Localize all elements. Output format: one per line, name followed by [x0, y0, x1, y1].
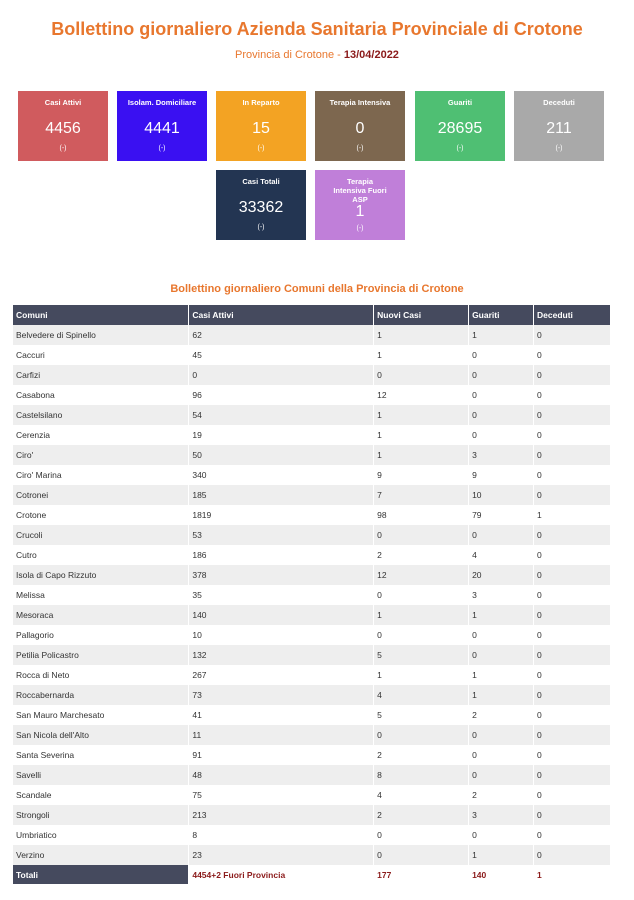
cell-comune: Mesoraca [13, 605, 189, 625]
table-row [13, 705, 611, 725]
table-header-row [13, 305, 611, 325]
card-value: 33362 [238, 199, 284, 216]
cell-casi-attivi: 186 [189, 545, 374, 565]
cell-nuovi-casi: 1 [374, 405, 469, 425]
table-row [13, 485, 611, 505]
column-header-nuovi-casi: Nuovi Casi [374, 305, 469, 325]
cell-deceduti: 0 [534, 705, 611, 725]
cell-nuovi-casi: 12 [374, 565, 469, 585]
cell-comune: Verzino [13, 845, 189, 865]
card-change: (-) [555, 145, 563, 152]
total-casi-attivi: 4454+2 Fuori Provincia [189, 865, 374, 884]
cell-guariti: 0 [469, 725, 534, 745]
table-row [13, 665, 611, 685]
table-body [13, 325, 611, 865]
cell-casi-attivi: 10 [189, 625, 374, 645]
cell-deceduti: 0 [534, 625, 611, 645]
cell-guariti: 1 [469, 845, 534, 865]
cell-deceduti: 1 [534, 505, 611, 525]
table-row [13, 645, 611, 665]
cell-comune: Rocca di Neto [13, 665, 189, 685]
card-change: (-) [356, 225, 364, 232]
cell-nuovi-casi: 2 [374, 805, 469, 825]
cell-guariti: 3 [469, 445, 534, 465]
card-label: Deceduti [543, 98, 575, 107]
cell-casi-attivi: 73 [189, 685, 374, 705]
cell-comune: Pallagorio [13, 625, 189, 645]
table-total-row [13, 865, 611, 884]
cell-comune: Isola di Capo Rizzuto [13, 565, 189, 585]
card-casi-attivi [18, 91, 108, 161]
cell-casi-attivi: 48 [189, 765, 374, 785]
cell-guariti: 1 [469, 605, 534, 625]
cell-comune: Savelli [13, 765, 189, 785]
cell-guariti: 0 [469, 825, 534, 845]
cell-guariti: 3 [469, 585, 534, 605]
card-in-reparto [216, 91, 306, 161]
table-row [13, 805, 611, 825]
cell-comune: Melissa [13, 585, 189, 605]
cell-comune: San Nicola dell'Alto [13, 725, 189, 745]
cell-casi-attivi: 378 [189, 565, 374, 585]
table-row [13, 605, 611, 625]
cell-comune: Crucoli [13, 525, 189, 545]
cell-casi-attivi: 267 [189, 665, 374, 685]
card-casi-totali [216, 170, 306, 240]
card-label: Terapia Intensiva Fuori ASP [333, 177, 387, 204]
cell-deceduti: 0 [534, 785, 611, 805]
cell-deceduti: 0 [534, 365, 611, 385]
cell-deceduti: 0 [534, 345, 611, 365]
page-subtitle [0, 49, 634, 61]
cell-casi-attivi: 62 [189, 325, 374, 345]
cell-guariti: 1 [469, 685, 534, 705]
cell-nuovi-casi: 5 [374, 705, 469, 725]
cell-comune: Cutro [13, 545, 189, 565]
card-label: Casi Totali [242, 177, 280, 186]
cell-nuovi-casi: 1 [374, 325, 469, 345]
card-value: 0 [355, 120, 365, 137]
cell-deceduti: 0 [534, 845, 611, 865]
column-header-casi-attivi: Casi Attivi [189, 305, 374, 325]
card-value: 15 [252, 120, 270, 137]
cell-nuovi-casi: 98 [374, 505, 469, 525]
cell-nuovi-casi: 4 [374, 785, 469, 805]
card-change: (-) [257, 145, 265, 152]
table-row [13, 685, 611, 705]
cell-guariti: 79 [469, 505, 534, 525]
table-row [13, 625, 611, 645]
cell-guariti: 2 [469, 705, 534, 725]
card-value: 4441 [144, 120, 180, 137]
cell-nuovi-casi: 9 [374, 465, 469, 485]
cell-casi-attivi: 50 [189, 445, 374, 465]
card-deceduti [514, 91, 604, 161]
cell-guariti: 0 [469, 345, 534, 365]
cell-casi-attivi: 75 [189, 785, 374, 805]
cell-guariti: 0 [469, 405, 534, 425]
cell-comune: Crotone [13, 505, 189, 525]
cell-casi-attivi: 11 [189, 725, 374, 745]
cell-casi-attivi: 45 [189, 345, 374, 365]
cell-deceduti: 0 [534, 605, 611, 625]
cell-guariti: 1 [469, 665, 534, 685]
cell-guariti: 0 [469, 645, 534, 665]
cell-casi-attivi: 1819 [189, 505, 374, 525]
cell-deceduti: 0 [534, 485, 611, 505]
cell-guariti: 2 [469, 785, 534, 805]
cell-casi-attivi: 23 [189, 845, 374, 865]
table-row [13, 445, 611, 465]
table-row [13, 745, 611, 765]
subtitle-province: Provincia di Crotone - [235, 49, 344, 61]
table-row [13, 525, 611, 545]
cell-deceduti: 0 [534, 805, 611, 825]
cell-guariti: 0 [469, 525, 534, 545]
card-guariti [415, 91, 505, 161]
total-label: Totali [13, 865, 189, 884]
card-terapia-intensiva [315, 91, 405, 161]
cell-casi-attivi: 91 [189, 745, 374, 765]
cell-deceduti: 0 [534, 325, 611, 345]
cell-comune: Caccuri [13, 345, 189, 365]
card-change: (-) [356, 145, 364, 152]
cell-comune: Strongoli [13, 805, 189, 825]
card-change: (-) [158, 145, 166, 152]
cell-nuovi-casi: 5 [374, 645, 469, 665]
cell-deceduti: 0 [534, 585, 611, 605]
cell-casi-attivi: 35 [189, 585, 374, 605]
cell-deceduti: 0 [534, 465, 611, 485]
cell-nuovi-casi: 2 [374, 745, 469, 765]
cell-casi-attivi: 19 [189, 425, 374, 445]
cell-nuovi-casi: 0 [374, 845, 469, 865]
cell-nuovi-casi: 7 [374, 485, 469, 505]
column-header-deceduti: Deceduti [534, 305, 611, 325]
cell-casi-attivi: 213 [189, 805, 374, 825]
cell-casi-attivi: 8 [189, 825, 374, 845]
cell-nuovi-casi: 0 [374, 525, 469, 545]
cell-guariti: 0 [469, 425, 534, 445]
cell-comune: Ciro' [13, 445, 189, 465]
cell-comune: San Mauro Marchesato [13, 705, 189, 725]
column-header-comuni: Comuni [13, 305, 189, 325]
cell-comune: Cotronei [13, 485, 189, 505]
cell-comune: Carfizi [13, 365, 189, 385]
cell-comune: Umbriatico [13, 825, 189, 845]
cell-nuovi-casi: 12 [374, 385, 469, 405]
table-row [13, 325, 611, 345]
cell-nuovi-casi: 2 [374, 545, 469, 565]
cell-nuovi-casi: 0 [374, 725, 469, 745]
card-change: (-) [59, 145, 67, 152]
cell-deceduti: 0 [534, 685, 611, 705]
cell-guariti: 3 [469, 805, 534, 825]
table-row [13, 565, 611, 585]
card-value: 4456 [45, 120, 81, 137]
table-row [13, 725, 611, 745]
cell-guariti: 0 [469, 625, 534, 645]
card-change: (-) [456, 145, 464, 152]
cell-nuovi-casi: 0 [374, 625, 469, 645]
cell-nuovi-casi: 1 [374, 665, 469, 685]
cell-casi-attivi: 132 [189, 645, 374, 665]
cell-guariti: 9 [469, 465, 534, 485]
card-value: 28695 [437, 120, 483, 137]
table-row [13, 505, 611, 525]
card-label: Casi Attivi [44, 98, 82, 107]
table-row [13, 365, 611, 385]
cell-deceduti: 0 [534, 725, 611, 745]
cell-deceduti: 0 [534, 565, 611, 585]
cell-comune: Scandale [13, 785, 189, 805]
cell-casi-attivi: 185 [189, 485, 374, 505]
cell-guariti: 0 [469, 745, 534, 765]
cell-deceduti: 0 [534, 445, 611, 465]
total-nuovi-casi: 177 [374, 865, 469, 884]
cell-comune: Castelsilano [13, 405, 189, 425]
table-row [13, 545, 611, 565]
card-label: Guariti [447, 98, 473, 107]
table-row [13, 465, 611, 485]
cell-deceduti: 0 [534, 545, 611, 565]
card-label: In Reparto [242, 98, 280, 107]
bulletin-date: 13/04/2022 [343, 49, 399, 61]
cell-nuovi-casi: 1 [374, 425, 469, 445]
cell-guariti: 0 [469, 385, 534, 405]
cell-guariti: 20 [469, 565, 534, 585]
card-change: (-) [257, 224, 265, 231]
cell-deceduti: 0 [534, 765, 611, 785]
cell-nuovi-casi: 0 [374, 585, 469, 605]
table-row [13, 825, 611, 845]
cell-comune: Santa Severina [13, 745, 189, 765]
cell-nuovi-casi: 4 [374, 685, 469, 705]
card-terapia-intensiva-fuori-asp [315, 170, 405, 240]
cell-casi-attivi: 53 [189, 525, 374, 545]
cell-deceduti: 0 [534, 525, 611, 545]
cell-deceduti: 0 [534, 425, 611, 445]
cell-deceduti: 0 [534, 645, 611, 665]
table-row [13, 845, 611, 865]
total-guariti: 140 [469, 865, 534, 884]
card-value: 1 [355, 203, 365, 220]
cell-nuovi-casi: 8 [374, 765, 469, 785]
section-title: Bollettino giornaliero Comuni della Provincia di Crotone [170, 283, 464, 295]
comuni-table [13, 305, 611, 884]
cell-deceduti: 0 [534, 825, 611, 845]
cell-guariti: 1 [469, 325, 534, 345]
table-row [13, 765, 611, 785]
table-row [13, 345, 611, 365]
cell-deceduti: 0 [534, 665, 611, 685]
total-deceduti: 1 [534, 865, 611, 884]
cell-casi-attivi: 0 [189, 365, 374, 385]
cell-nuovi-casi: 1 [374, 445, 469, 465]
table-row [13, 425, 611, 445]
cell-nuovi-casi: 0 [374, 365, 469, 385]
table-row [13, 785, 611, 805]
cell-casi-attivi: 54 [189, 405, 374, 425]
cell-deceduti: 0 [534, 385, 611, 405]
cell-deceduti: 0 [534, 745, 611, 765]
cell-casi-attivi: 96 [189, 385, 374, 405]
cell-nuovi-casi: 0 [374, 825, 469, 845]
cell-guariti: 0 [469, 365, 534, 385]
card-value: 211 [546, 120, 572, 137]
cell-casi-attivi: 41 [189, 705, 374, 725]
cell-comune: Roccabernarda [13, 685, 189, 705]
cell-guariti: 10 [469, 485, 534, 505]
cell-deceduti: 0 [534, 405, 611, 425]
cell-guariti: 0 [469, 765, 534, 785]
page-title: Bollettino giornaliero Azienda Sanitaria Provinciale di Crotone [51, 19, 583, 39]
cell-casi-attivi: 140 [189, 605, 374, 625]
cell-comune: Casabona [13, 385, 189, 405]
table-row [13, 585, 611, 605]
cell-comune: Cerenzia [13, 425, 189, 445]
column-header-guariti: Guariti [469, 305, 534, 325]
table-row [13, 385, 611, 405]
card-label: Terapia Intensiva [329, 98, 391, 107]
card-isolamento-domiciliare [117, 91, 207, 161]
cell-nuovi-casi: 1 [374, 605, 469, 625]
cell-guariti: 4 [469, 545, 534, 565]
cell-casi-attivi: 340 [189, 465, 374, 485]
table-row [13, 405, 611, 425]
cell-comune: Petilia Policastro [13, 645, 189, 665]
cell-nuovi-casi: 1 [374, 345, 469, 365]
card-label: Isolam. Domiciliare [127, 98, 197, 107]
cell-comune: Ciro' Marina [13, 465, 189, 485]
cell-comune: Belvedere di Spinello [13, 325, 189, 345]
